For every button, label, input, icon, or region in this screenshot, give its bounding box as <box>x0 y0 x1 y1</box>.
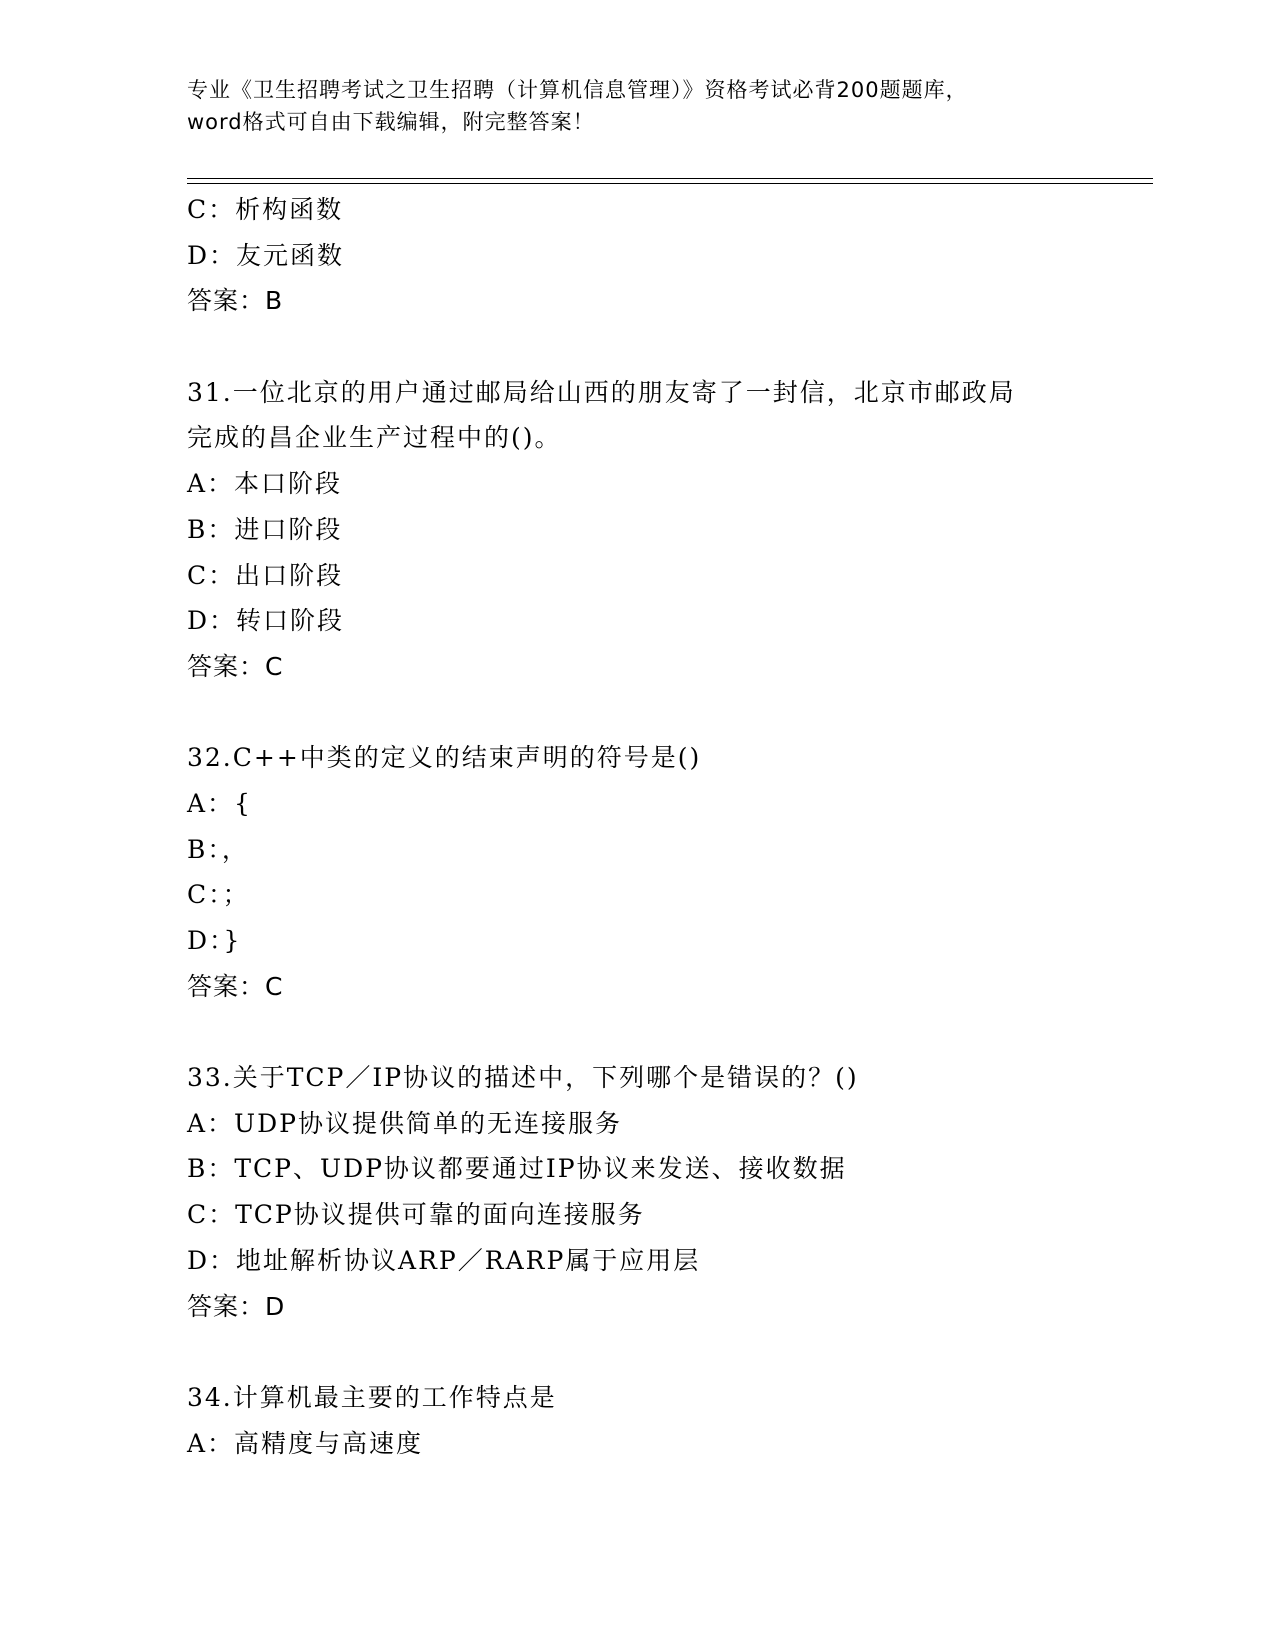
option-a: A：UDP协议提供简单的无连接服务 <box>187 1108 622 1138</box>
header-divider-top <box>187 178 1153 179</box>
question-stem: 32.C++中类的定义的结束声明的符号是() <box>187 743 702 773</box>
header-title-line-1: 专业《卫生招聘考试之卫生招聘（计算机信息管理）》资格考试必背200题题库， <box>187 78 968 102</box>
question-spacer <box>187 690 1107 736</box>
header-divider-bottom <box>187 183 1153 184</box>
question-stem: 33.关于TCP／IP协议的描述中，下列哪个是错误的？() <box>187 1063 859 1093</box>
question-spacer <box>187 1009 1107 1055</box>
page-header <box>187 74 1087 138</box>
option-b: B：TCP、UDP协议都要通过IP协议来发送、接收数据 <box>187 1154 847 1184</box>
question-stem-continued: 完成的昌企业生产过程中的()。 <box>187 423 562 453</box>
option-b: B：， <box>187 834 249 864</box>
question-block-31 <box>187 370 1107 690</box>
option-a: A：高精度与高速度 <box>187 1428 424 1458</box>
question-list <box>187 187 1107 1466</box>
option-c: C：出口阶段 <box>187 560 344 590</box>
option-c: C：TCP协议提供可靠的面向连接服务 <box>187 1200 645 1230</box>
option-a: A：本口阶段 <box>187 469 343 499</box>
answer-line: 答案：C <box>187 971 284 1001</box>
header-title-line-2: word格式可自由下载编辑，附完整答案！ <box>187 110 595 134</box>
question-stem: 34.计算机最主要的工作特点是 <box>187 1382 557 1412</box>
option-d: D：转口阶段 <box>187 606 345 636</box>
answer-line: 答案：D <box>187 1291 286 1321</box>
option-d: D：友元函数 <box>187 240 345 270</box>
question-block-32 <box>187 735 1107 1009</box>
question-block-34 <box>187 1375 1107 1466</box>
question-stem: 31.一位北京的用户通过邮局给山西的朋友寄了一封信，北京市邮政局 <box>187 377 1016 407</box>
question-block-30 <box>187 187 1107 324</box>
option-c: C：析构函数 <box>187 195 344 224</box>
question-spacer <box>187 324 1107 370</box>
option-c: C：； <box>187 880 250 910</box>
answer-line: 答案：C <box>187 651 284 681</box>
option-d: D：地址解析协议ARP／RARP属于应用层 <box>187 1245 701 1275</box>
question-spacer <box>187 1329 1107 1375</box>
option-a: A：{ <box>187 788 252 818</box>
option-b: B：进口阶段 <box>187 514 343 544</box>
question-block-33 <box>187 1055 1107 1329</box>
option-d: D：} <box>187 926 242 955</box>
answer-line: 答案：B <box>187 286 284 316</box>
